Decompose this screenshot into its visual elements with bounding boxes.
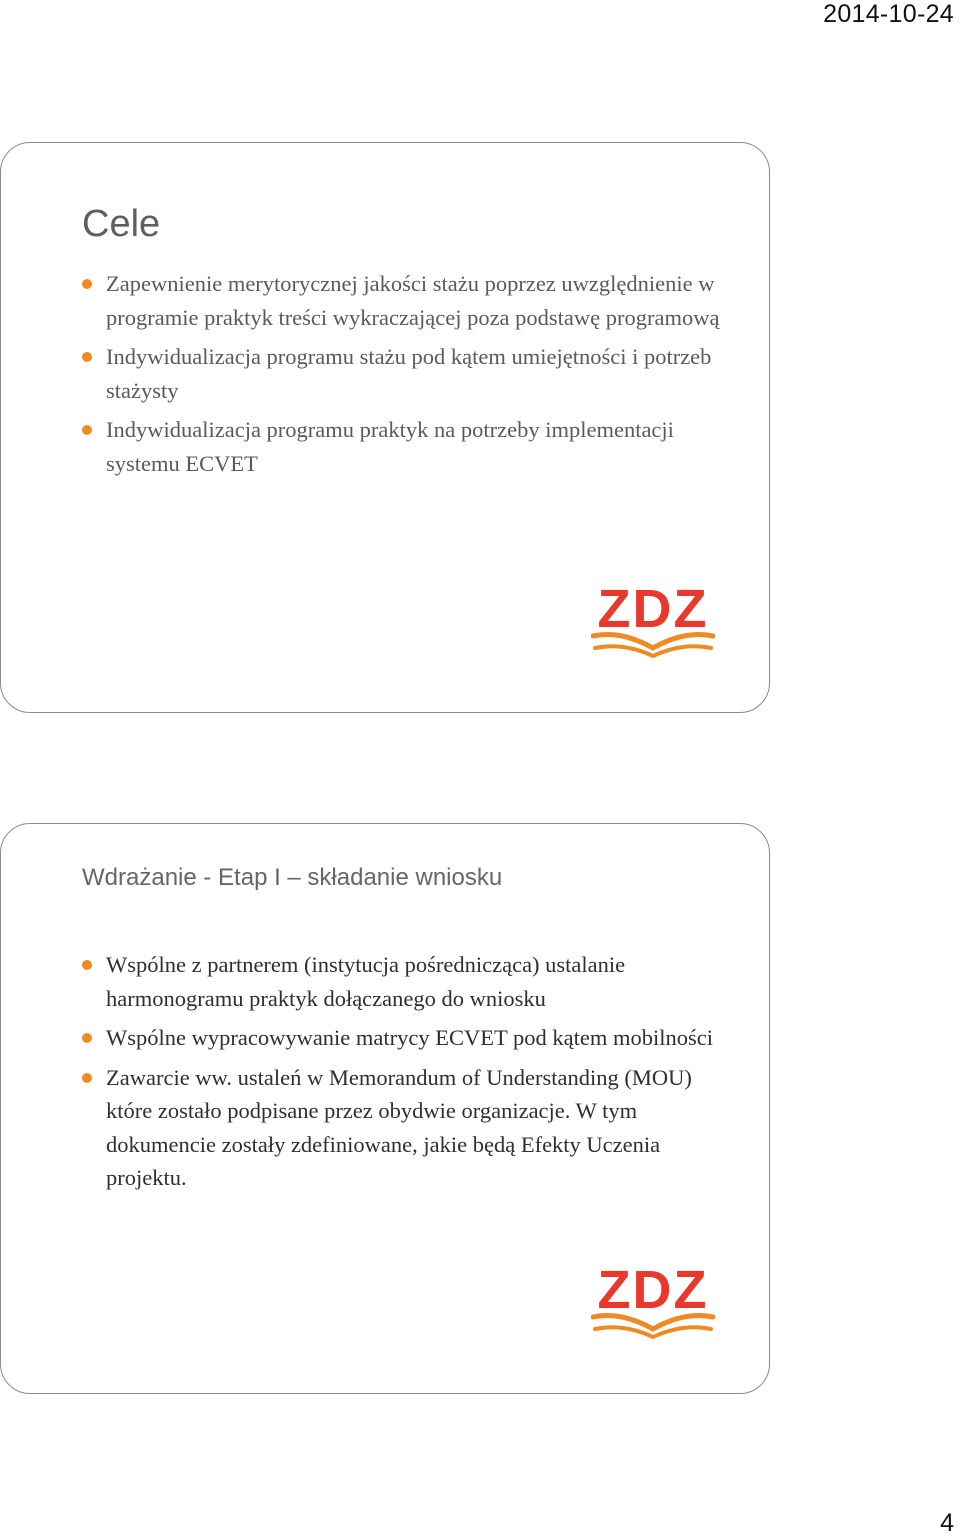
bullet-text: Indywidualizacja programu stażu pod kątem umiejętności i potrzeb stażysty <box>106 344 712 403</box>
page-date: 2014-10-24 <box>823 0 954 28</box>
open-book-icon <box>591 1309 715 1341</box>
bullet-icon <box>82 352 92 362</box>
bullet-item <box>81 948 731 1015</box>
bullet-icon <box>82 1073 92 1083</box>
bullet-list <box>81 948 731 1201</box>
bullet-item <box>81 413 731 480</box>
bullet-icon <box>82 279 92 289</box>
page-number: 4 <box>940 1509 954 1537</box>
slide-cele <box>0 142 770 713</box>
bullet-item <box>81 267 731 334</box>
open-book-icon <box>591 628 715 660</box>
slide-title: Wdrażanie - Etap I – składanie wniosku <box>82 864 503 891</box>
bullet-icon <box>82 1033 92 1043</box>
slide-title: Cele <box>82 203 161 245</box>
bullet-icon <box>82 960 92 970</box>
bullet-text: Wspólne wypracowywanie matrycy ECVET pod kątem mobilności <box>106 1025 713 1050</box>
bullet-item <box>81 1061 731 1195</box>
bullet-text: Zapewnienie merytorycznej jakości stażu poprzez uwzględnienie w programie praktyk treści wykraczającej poza podstawę programową <box>106 271 720 330</box>
bullet-text: Zawarcie ww. ustaleń w Memorandum of Understanding (MOU) które zostało podpisane przez obydwie organizacje. W tym dokumencie zostały zdefiniowane, jakie będą Efekty Uczenia projektu. <box>106 1064 692 1190</box>
slide-wdrazanie <box>0 823 770 1394</box>
logo-text: ZDZ <box>597 1260 709 1320</box>
logo-text: ZDZ <box>597 579 709 639</box>
bullet-text: Wspólne z partnerem (instytucja pośrednicząca) ustalanie harmonogramu praktyk dołączanego do wniosku <box>106 952 626 1011</box>
bullet-text: Indywidualizacja programu praktyk na potrzeby implementacji systemu ECVET <box>106 417 674 476</box>
zdz-logo <box>591 1260 715 1341</box>
bullet-list <box>81 267 731 486</box>
zdz-logo <box>591 579 715 660</box>
bullet-item <box>81 340 731 407</box>
bullet-item <box>81 1021 731 1055</box>
bullet-icon <box>82 425 92 435</box>
